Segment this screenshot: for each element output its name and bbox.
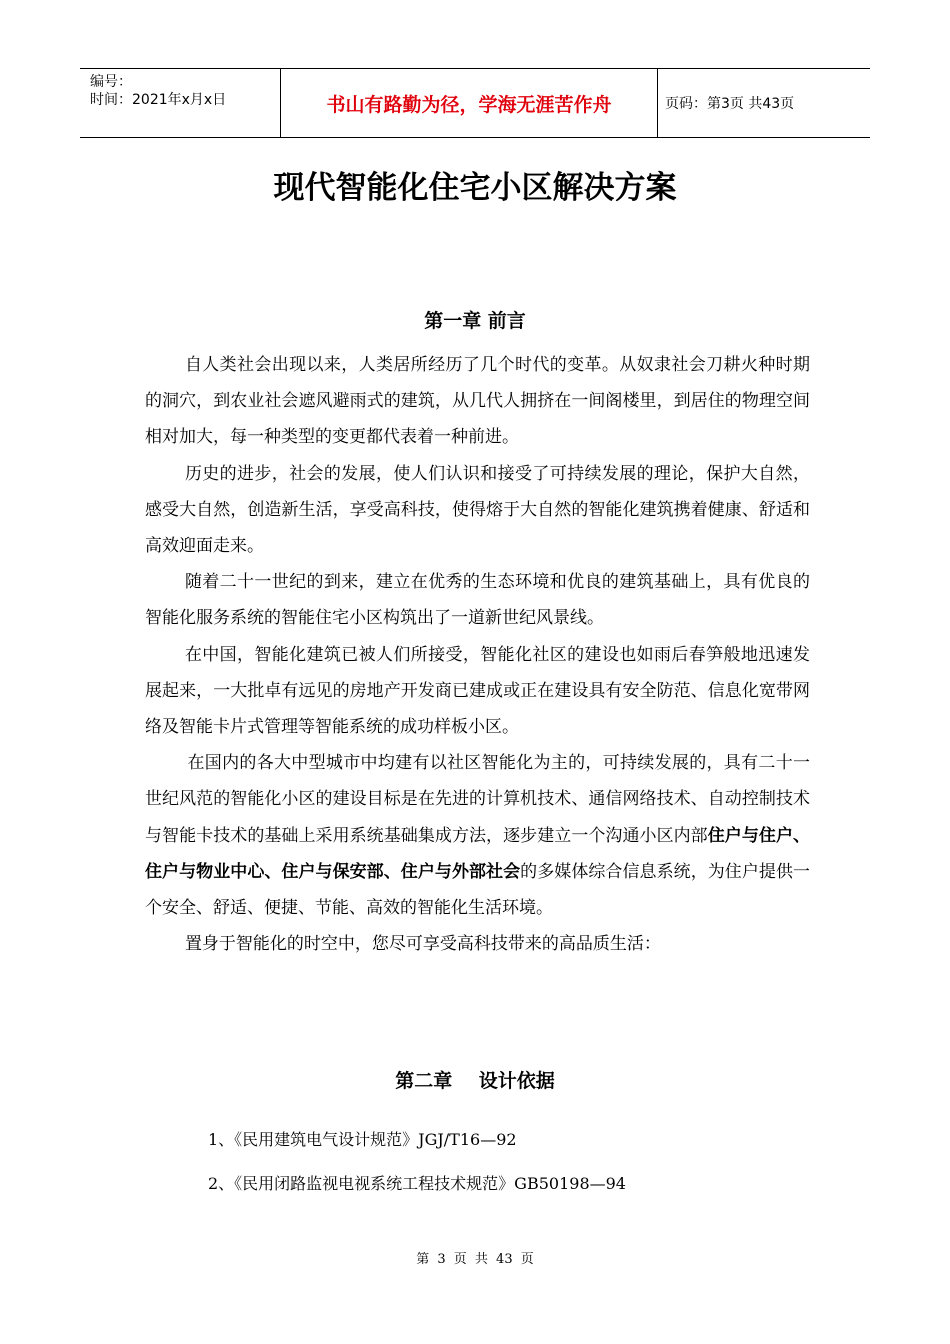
motto-cell [280, 69, 658, 137]
paragraph-2: 历史的进步，社会的发展，使人们认识和接受了可持续发展的理论，保护大自然，感受大自然，创造新生活，享受高科技，使得熔于大自然的智能化建筑携着健康、舒适和高效迎面走来。 [145, 463, 810, 557]
page-footer: 第 3 页 共 43 页 [416, 1252, 534, 1267]
code-label: 编号： [90, 74, 132, 90]
page-info-text: 页码：第3页 共43页 [665, 96, 795, 112]
paragraph-5-bold: 住户与住户、住户与物业中心、住户与保安部、住户与外部社会 [145, 825, 811, 882]
paragraph-5 [145, 745, 810, 926]
document-title: 现代智能化住宅小区解决方案 [273, 170, 677, 206]
reference-item-1: 1、《民用建筑电气设计规范》JGJ/T16—92 [208, 1130, 517, 1149]
chapter1-heading: 第一章 前言 [424, 310, 526, 332]
time-label: 时间：2021年x月x日 [90, 92, 227, 108]
paragraph-3: 随着二十一世纪的到来，建立在优秀的生态环境和优良的建筑基础上，具有优良的智能化服务系统的智能住宅小区构筑出了一道新世纪风景线。 [145, 572, 810, 629]
chapter2-heading: 第二章 设计依据 [395, 1070, 555, 1092]
motto-text: 书山有路勤为径，学海无涯苦作舟 [326, 93, 612, 116]
header-meta-cell [80, 69, 280, 137]
header-table [80, 68, 870, 138]
paragraph-4: 在中国，智能化建筑已被人们所接受，智能化社区的建设也如雨后春笋般地迅速发展起来，一大批卓有远见的房地产开发商已建成或正在建设具有安全防范、信息化宽带网络及智能卡片式管理等智能系统的成功样板小区。 [145, 644, 810, 738]
reference-item-2: 2、《民用闭路监视电视系统工程技术规范》GB50198—94 [208, 1174, 626, 1193]
paragraph-6: 置身于智能化的时空中，您尽可享受高科技带来的高品质生活： [184, 934, 661, 955]
paragraph-5-end: 的多媒体综合信息系统，为住户提供一个安全、舒适、便捷、节能、高效的智能化生活环境。 [145, 861, 811, 919]
paragraph-5-start: 在国内的各大中型城市中均建有以社区智能化为主的，可持续发展的，具有二十一世纪风范的智能化小区的建设目标是在先进的计算机技术、通信网络技术、自动控制技术与智能卡技术的基础上采用系统基础集成方法，逐步建立一个沟通小区内部 [145, 753, 810, 846]
page-info-cell [657, 69, 870, 137]
chapter1-body [145, 347, 810, 962]
paragraph-1: 自人类社会出现以来，人类居所经历了几个时代的变革。从奴隶社会刀耕火种时期的洞穴，到农业社会遮风避雨式的建筑，从几代人拥挤在一间阁楼里，到居住的物理空间相对加大，每一种类型的变更都代表着一种前进。 [145, 355, 810, 448]
